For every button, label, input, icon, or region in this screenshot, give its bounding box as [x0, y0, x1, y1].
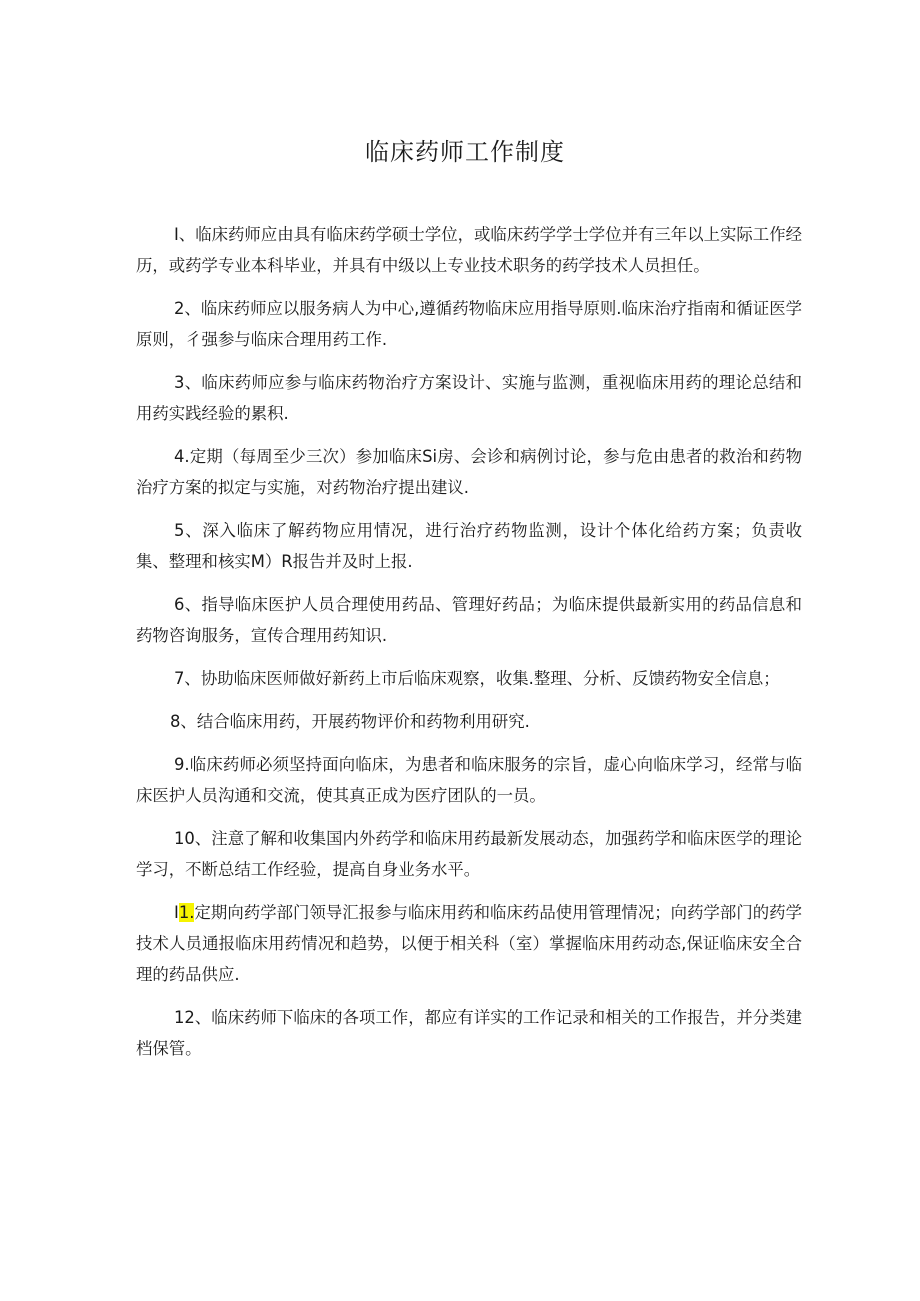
paragraph-1: I、临床药师应由具有临床药学硕士学位，或临床药学学士学位并有三年以上实际工作经历，或药学专业本科毕业，并具有中级以上专业技术职务的药学技术人员担任。 — [136, 225, 802, 275]
paragraph-5: 5、深入临床了解药物应用情况，进行治疗药物监测，设计个体化给药方案；负责收集、整理和核实M）R报告并及时上报. — [136, 521, 802, 571]
paragraph-4: 4.定期（每周至少三次）参加临床Si房、会诊和病例讨论，参与危由患者的救治和药物治疗方案的拟定与实施，对药物治疗提出建议. — [136, 447, 802, 497]
paragraph-12: 12、临床药师下临床的各项工作，都应有详实的工作记录和相关的工作报告，并分类建档保管。 — [136, 1008, 802, 1058]
paragraph-10: 10、注意了解和收集国内外药学和临床用药最新发展动态，加强药学和临床医学的理论学习，不断总结工作经验，提高自身业务水平。 — [136, 829, 802, 879]
highlighted-number: 1. — [178, 903, 195, 922]
paragraph-6: 6、指导临床医护人员合理使用药品、管理好药品；为临床提供最新实用的药品信息和药物咨询服务，宣传合理用药知识. — [136, 595, 802, 645]
paragraph-11-prefix: I — [174, 903, 179, 922]
paragraph-7: 7、协助临床医师做好新药上市后临床观察，收集.整理、分析、反馈药物安全信息； — [174, 669, 780, 688]
paragraph-11-text: 定期向药学部门领导汇报参与临床用药和临床药品使用管理情况；向药学部门的药学技术人员通报临床用药情况和趋势，以便于相关科（室）掌握临床用药动态,保证临床安全合理的药品供应. — [136, 903, 802, 984]
paragraph-8: 8、结合临床用药，开展药物评价和药物利用研究. — [170, 712, 530, 731]
document-body — [136, 219, 802, 1076]
document-title: 临床药师工作制度 — [365, 138, 565, 166]
paragraph-3: 3、临床药师应参与临床药物治疗方案设计、实施与监测，重视临床用药的理论总结和用药实践经验的累积. — [136, 373, 802, 423]
paragraph-2: 2、临床药师应以服务病人为中心,遵循药物临床应用指导原则.临床治疗指南和循证医学原则，彳强参与临床合理用药工作. — [136, 299, 802, 349]
paragraph-9: 9.临床药师必须坚持面向临床，为患者和临床服务的宗旨，虚心向临床学习，经常与临床医护人员沟通和交流，使其真正成为医疗团队的一员。 — [136, 755, 802, 805]
paragraph-11 — [136, 897, 802, 990]
